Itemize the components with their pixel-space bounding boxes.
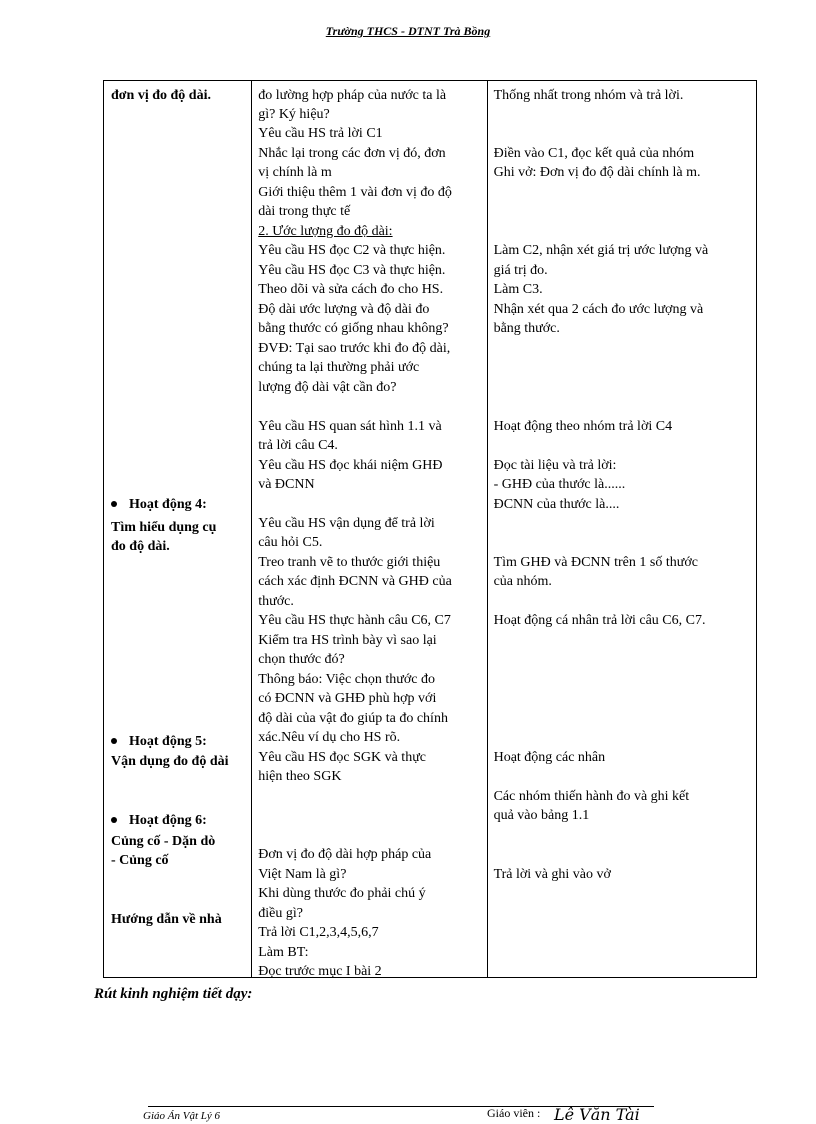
teacher-line: Đơn vị đo độ dài hợp pháp của (258, 847, 432, 862)
teacher-line: dài trong thực tế (258, 204, 351, 219)
activity-line: Hướng dẫn về nhà (111, 912, 222, 927)
student-line: Hoạt động các nhân (493, 750, 606, 765)
student-line: Trả lời và ghi vào vở (493, 867, 611, 882)
footer-course: Giáo Án Vật Lý 6 (143, 1110, 220, 1122)
student-line: Hoạt động theo nhóm trả lời C4 (493, 419, 673, 434)
teacher-line: bằng thước có giống nhau không? (258, 321, 449, 336)
student-line: - GHĐ của thước là...... (493, 477, 626, 492)
student-column (487, 81, 756, 978)
activity-line: Hoạt động 6: (111, 811, 207, 830)
teacher-line: Yêu cầu HS trả lời C1 (258, 126, 383, 141)
teacher-line: vị chính là m (258, 165, 332, 180)
teacher-line: hiện theo SGK (258, 769, 342, 784)
student-line: Điền vào C1, đọc kết quả của nhóm (493, 146, 695, 161)
teacher-line: Đọc trước mục I bài 2 (258, 964, 382, 979)
teacher-line: Yêu cầu HS đọc khái niệm GHĐ (258, 458, 443, 473)
activity-column (104, 81, 252, 978)
teacher-line: đo lường hợp pháp của nước ta là (258, 88, 447, 103)
teacher-signature: Lê Văn Tài (554, 1105, 640, 1124)
activity-line: Củng cố - Dặn dò (111, 834, 216, 849)
teacher-line: chọn thước đó? (258, 652, 345, 667)
teacher-line: 2. Ước lượng đo độ dài: (258, 224, 393, 239)
teacher-line: Treo tranh vẽ to thước giới thiệu (258, 555, 441, 570)
teacher-line: độ dài của vật đo giúp ta đo chính (258, 711, 448, 726)
lesson-table (103, 80, 757, 978)
bullet-icon (111, 738, 117, 744)
teacher-line: Yêu cầu HS quan sát hình 1.1 và (258, 419, 442, 434)
student-line: Nhận xét qua 2 cách đo ước lượng và (493, 302, 704, 317)
teacher-line: cách xác định ĐCNN và GHĐ của (258, 574, 452, 589)
teacher-line: Khi dùng thước đo phải chú ý (258, 886, 426, 901)
page-header: Trường THCS - DTNT Trà Bồng (325, 24, 491, 38)
student-line: bằng thước. (493, 321, 560, 336)
teacher-line: Yêu cầu HS đọc SGK và thực (258, 750, 426, 765)
teacher-line: Yêu cầu HS đọc C2 và thực hiện. (258, 243, 446, 258)
student-line: Các nhóm thiến hành đo và ghi kết (493, 789, 690, 804)
activity-line: Vận dụng đo độ dài (111, 754, 229, 769)
teacher-line: gì? Ký hiệu? (258, 107, 330, 122)
teacher-line: Thông báo: Việc chọn thước đo (258, 672, 436, 687)
activity-line: đo độ dài. (111, 539, 170, 554)
teacher-line: câu hỏi C5. (258, 535, 323, 550)
teacher-line: Làm BT: (258, 945, 309, 960)
activity-line: Tìm hiểu dụng cụ (111, 520, 217, 535)
activity-line: - Củng cố (111, 853, 169, 868)
footer-teacher-label: Giáo viên : (487, 1106, 541, 1120)
student-line: của nhóm. (493, 574, 552, 589)
bullet-icon (111, 501, 117, 507)
reflection-title: Rút kinh nghiệm tiết dạy: (94, 986, 253, 1002)
bullet-icon (111, 817, 117, 823)
student-line: Thống nhất trong nhóm và trả lời. (493, 88, 684, 103)
teacher-line: Kiểm tra HS trình bày vì sao lại (258, 633, 437, 648)
teacher-line: xác.Nêu ví dụ cho HS rõ. (258, 730, 401, 745)
teacher-line: Yêu cầu HS thực hành câu C6, C7 (258, 613, 451, 628)
student-line: Ghi vở: Đơn vị đo độ dài chính là m. (493, 165, 701, 180)
teacher-line: và ĐCNN (258, 477, 315, 492)
teacher-line: Việt Nam là gì? (258, 867, 347, 882)
teacher-line: chúng ta lại thường phải ước (258, 360, 420, 375)
activity-line: Hoạt động 5: (111, 732, 207, 751)
teacher-line: thước. (258, 594, 294, 609)
student-line: quả vào bảng 1.1 (493, 808, 590, 823)
student-line: Hoạt động cá nhân trả lời câu C6, C7. (493, 613, 706, 628)
student-line: Làm C3. (493, 282, 543, 297)
student-line: ĐCNN của thước là.... (493, 497, 620, 512)
activity-line: Hoạt động 4: (111, 495, 207, 514)
student-line: giá trị đo. (493, 263, 548, 278)
teacher-column (252, 81, 487, 978)
teacher-line: ĐVĐ: Tại sao trước khi đo độ dài, (258, 341, 451, 356)
activity-line: đơn vị đo độ dài. (111, 88, 211, 103)
teacher-line: trả lời câu C4. (258, 438, 338, 453)
student-line: Đọc tài liệu và trả lời: (493, 458, 617, 473)
teacher-line: Yêu cầu HS đọc C3 và thực hiện. (258, 263, 446, 278)
teacher-line: Trả lời C1,2,3,4,5,6,7 (258, 925, 379, 940)
teacher-line: Yêu cầu HS vận dụng để trả lời (258, 516, 435, 531)
student-line: Làm C2, nhận xét giá trị ước lượng và (493, 243, 709, 258)
teacher-line: có ĐCNN và GHĐ phù hợp với (258, 691, 437, 706)
teacher-line: lượng độ dài vật cần đo? (258, 380, 397, 395)
teacher-line: Nhắc lại trong các đơn vị đó, đơn (258, 146, 446, 161)
teacher-line: Theo dõi và sửa cách đo cho HS. (258, 282, 444, 297)
student-line: Tìm GHĐ và ĐCNN trên 1 số thước (493, 555, 698, 570)
teacher-line: điều gì? (258, 906, 303, 921)
teacher-line: Độ dài ước lượng và độ dài đo (258, 302, 430, 317)
teacher-line: Giới thiệu thêm 1 vài đơn vị đo độ (258, 185, 452, 200)
